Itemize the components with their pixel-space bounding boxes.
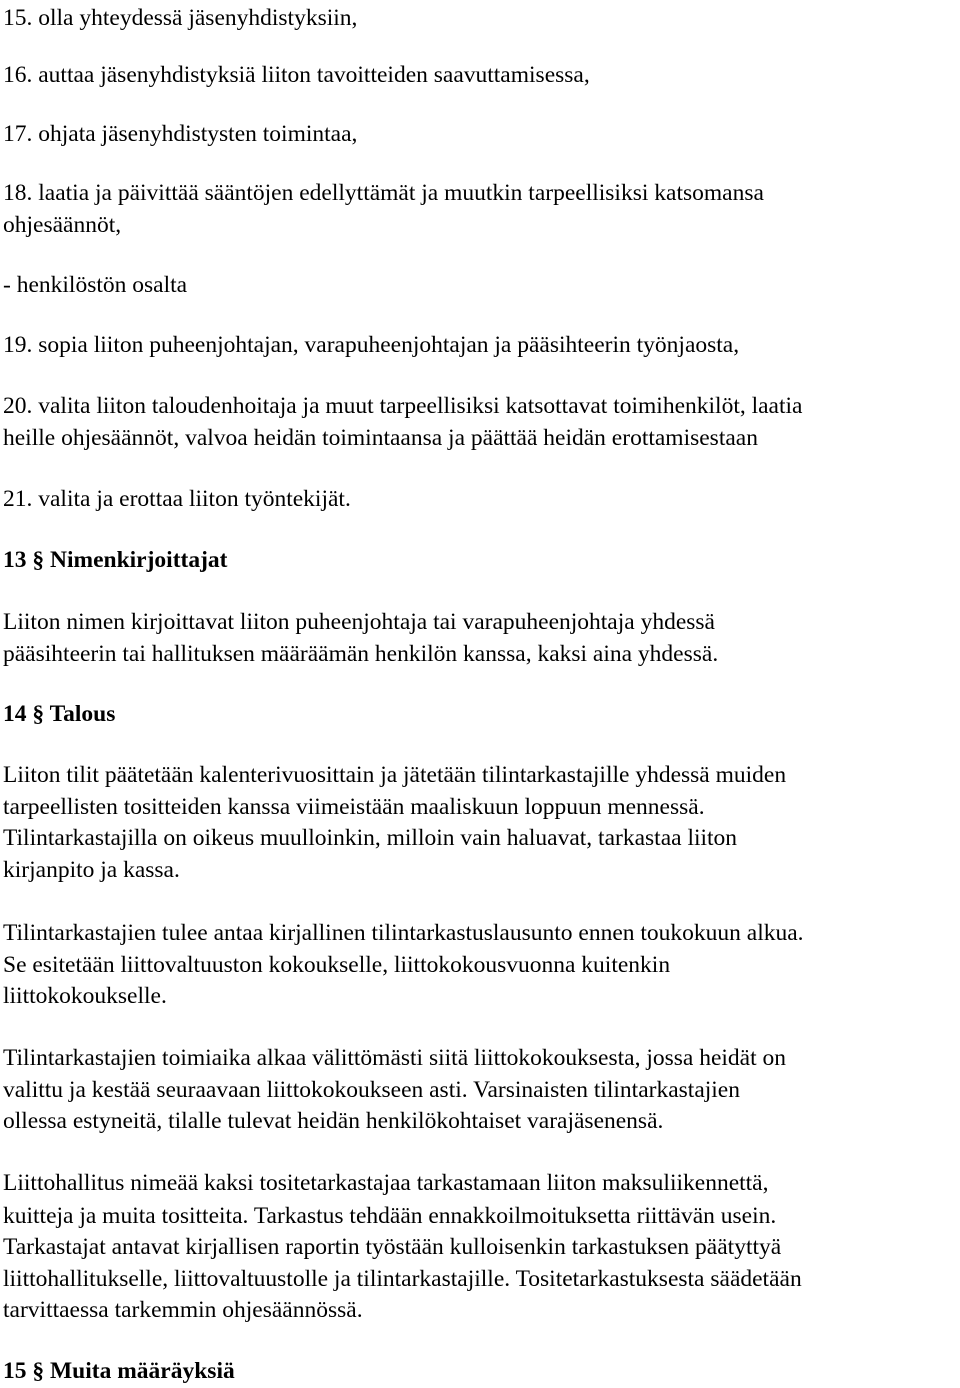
section-14-paragraph-1-line: tarpeellisten tositteiden kanssa viimeistään maaliskuun loppuun mennessä. bbox=[3, 794, 705, 820]
section-14-paragraph-4-line: Liittohallitus nimeää kaksi tositetarkastajaa tarkastamaan liiton maksuliikennettä, bbox=[3, 1170, 769, 1196]
list-item-15: 15. olla yhteydessä jäsenyhdistyksiin, bbox=[3, 5, 358, 31]
section-14-paragraph-1-line: Liiton tilit päätetään kalenterivuosittain ja jätetään tilintarkastajille yhdessä muiden bbox=[3, 762, 787, 788]
section-14-paragraph-2-line: Se esitetään liittovaltuuston kokoukselle, liittokokousvuonna kuitenkin bbox=[3, 952, 671, 978]
staff-subheading: - henkilöstön osalta bbox=[3, 272, 188, 298]
list-item-18-line-1: 18. laatia ja päivittää sääntöjen edellyttämät ja muutkin tarpeellisiksi katsomansa bbox=[3, 180, 764, 206]
section-14-paragraph-4-line: Tarkastajat antavat kirjallisen raportin työstään kulloisenkin tarkastuksen päätyttyä bbox=[3, 1234, 782, 1260]
section-14-paragraph-4-line: tarvittaessa tarkemmin ohjesäännössä. bbox=[3, 1297, 363, 1323]
list-item-19: 19. sopia liiton puheenjohtajan, varapuheenjohtajan ja pääsihteerin työnjaosta, bbox=[3, 332, 740, 358]
section-13-title: 13 § Nimenkirjoittajat bbox=[3, 547, 228, 573]
section-15-title: 15 § Muita määräyksiä bbox=[3, 1358, 235, 1384]
section-13-paragraph-line: Liiton nimen kirjoittavat liiton puheenjohtaja tai varapuheenjohtaja yhdessä bbox=[3, 609, 715, 635]
section-14-paragraph-3-line: Tilintarkastajien toimiaika alkaa välittömästi siitä liittokokouksesta, jossa heidät on bbox=[3, 1045, 786, 1071]
list-item-20-line-1: 20. valita liiton taloudenhoitaja ja muut tarpeellisiksi katsottavat toimihenkilöt, laatia bbox=[3, 393, 803, 419]
section-14-paragraph-4-line: kuitteja ja muita tositteita. Tarkastus tehdään ennakkoilmoituksetta riittävän usein. bbox=[3, 1203, 777, 1229]
section-14-paragraph-3-line: ollessa estyneitä, tilalle tulevat heidän henkilökohtaiset varajäsenensä. bbox=[3, 1108, 664, 1134]
list-item-16: 16. auttaa jäsenyhdistyksiä liiton tavoitteiden saavuttamisessa, bbox=[3, 62, 590, 88]
list-item-18-line-2: ohjesäännöt, bbox=[3, 212, 122, 238]
section-14-paragraph-2-line: Tilintarkastajien tulee antaa kirjallinen tilintarkastuslausunto ennen toukokuun alkua. bbox=[3, 920, 804, 946]
section-14-paragraph-1-line: kirjanpito ja kassa. bbox=[3, 857, 180, 883]
section-14-title: 14 § Talous bbox=[3, 701, 116, 727]
list-item-21: 21. valita ja erottaa liiton työntekijät. bbox=[3, 486, 351, 512]
section-14-paragraph-2-line: liittokokoukselle. bbox=[3, 983, 167, 1009]
list-item-20-line-2: heille ohjesäännöt, valvoa heidän toimintaansa ja päättää heidän erottamisestaan bbox=[3, 425, 758, 451]
section-14-paragraph-4-line: liittohallitukselle, liittovaltuustolle ja tilintarkastajille. Tositetarkastuksesta säädetään bbox=[3, 1266, 802, 1292]
list-item-17: 17. ohjata jäsenyhdistysten toimintaa, bbox=[3, 121, 358, 147]
section-13-paragraph-line: pääsihteerin tai hallituksen määräämän henkilön kanssa, kaksi aina yhdessä. bbox=[3, 641, 719, 667]
section-14-paragraph-3-line: valittu ja kestää seuraavaan liittokokoukseen asti. Varsinaisten tilintarkastajien bbox=[3, 1077, 740, 1103]
section-14-paragraph-1-line: Tilintarkastajilla on oikeus muulloinkin, milloin vain haluavat, tarkastaa liiton bbox=[3, 825, 738, 851]
